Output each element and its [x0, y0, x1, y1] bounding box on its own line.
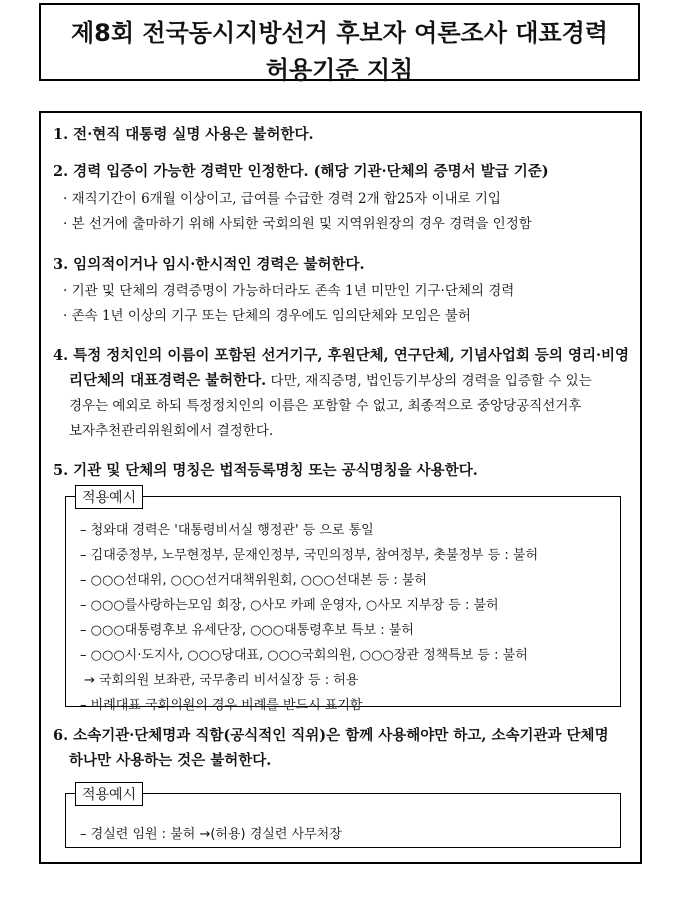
section-6-example-label: 적용예시: [75, 782, 143, 806]
section-5-example-1: – 청와대 경력은 '대통령비서실 행정관' 등 으로 통일: [80, 523, 374, 538]
section-5-example-4: – ○○○를사랑하는모임 회장, ○사모 카페 운영자, ○사모 지부장 등 : 불허: [80, 598, 499, 613]
section-6-heading-line-1: 6. 소속기관·단체명과 직함(공식적인 직위)은 함께 사용해야만 하고, 소속기관과 단체명: [53, 727, 609, 744]
section-3-heading: 3. 임의적이거나 임시·한시적인 경력은 불허한다.: [53, 256, 365, 273]
section-4-body-line-2: 다만, 재직증명, 법인등기부상의 경력을 입증할 수 있는: [266, 373, 592, 389]
section-5-example-3: – ○○○선대위, ○○○선거대책위원회, ○○○선대본 등 : 불허: [80, 573, 427, 588]
section-5-example-box: [65, 496, 621, 713]
section-5-example-5: – ○○○대통령후보 유세단장, ○○○대통령후보 특보 : 불허: [80, 623, 414, 638]
section-4-heading-line-1: 4. 특정 정치인의 이름이 포함된 선거기구, 후원단체, 연구단체, 기념사업회 등의 영리·비영: [53, 347, 630, 364]
guideline-box: [39, 111, 642, 864]
section-4-body-line-4: 보자추천관리위원회에서 결정한다.: [69, 423, 274, 439]
section-4-body-line-3: 경우는 예외로 하되 특정정치인의 이름은 포함할 수 없고, 최종적으로 중앙당공직선거후: [69, 398, 582, 414]
section-6-example-1: – 경실련 임원 : 불허 →(허용) 경실련 사무처장: [80, 827, 342, 842]
section-5-heading: 5. 기관 및 단체의 명칭은 법적등록명칭 또는 공식명칭을 사용한다.: [53, 462, 478, 479]
section-2-bullet-1: · 재직기간이 6개월 이상이고, 급여를 수급한 경력 2개 합25자 이내로 기입: [63, 191, 501, 207]
section-3-bullet-1: · 기관 및 단체의 경력증명이 가능하더라도 존속 1년 미만인 기구·단체의 경력: [63, 283, 515, 299]
section-6-heading-line-2: 하나만 사용하는 것은 불허한다.: [69, 752, 272, 769]
title-box: [39, 3, 640, 84]
section-3-bullet-2: · 존속 1년 이상의 기구 또는 단체의 경우에도 임의단체와 모임은 불허: [63, 308, 471, 324]
section-5-example-2: – 김대중정부, 노무현정부, 문재인정부, 국민의정부, 참여정부, 촛불정부 등 : 불허: [80, 548, 539, 563]
section-4-line-2: [69, 369, 592, 390]
section-6-example-box: [65, 793, 621, 848]
section-5-example-7: → 국회의원 보좌관, 국무총리 비서실장 등 : 허용: [84, 673, 359, 688]
section-1-heading: 1. 전·현직 대통령 실명 사용은 불허한다.: [53, 126, 314, 143]
section-5-example-6: – ○○○시·도지사, ○○○당대표, ○○○국회의원, ○○○장관 정책특보 등 : 불허: [80, 648, 528, 663]
section-5-example-label: 적용예시: [75, 485, 143, 509]
section-2-heading: 2. 경력 입증이 가능한 경력만 인정한다. (해당 기관·단체의 증명서 발급 기준): [53, 163, 549, 180]
title-line-1: 제8회 전국동시지방선거 후보자 여론조사 대표경력: [71, 19, 608, 47]
section-4-heading-line-2: 리단체의 대표경력은 불허한다.: [69, 372, 267, 389]
section-5-example-8: – 비례대표 국회의원의 경우 비례를 반드시 표기함: [80, 698, 363, 713]
title-line-2: 허용기준 지침: [265, 56, 414, 84]
section-2-bullet-2: · 본 선거에 출마하기 위해 사퇴한 국회의원 및 지역위원장의 경우 경력을 인정함: [63, 216, 532, 232]
